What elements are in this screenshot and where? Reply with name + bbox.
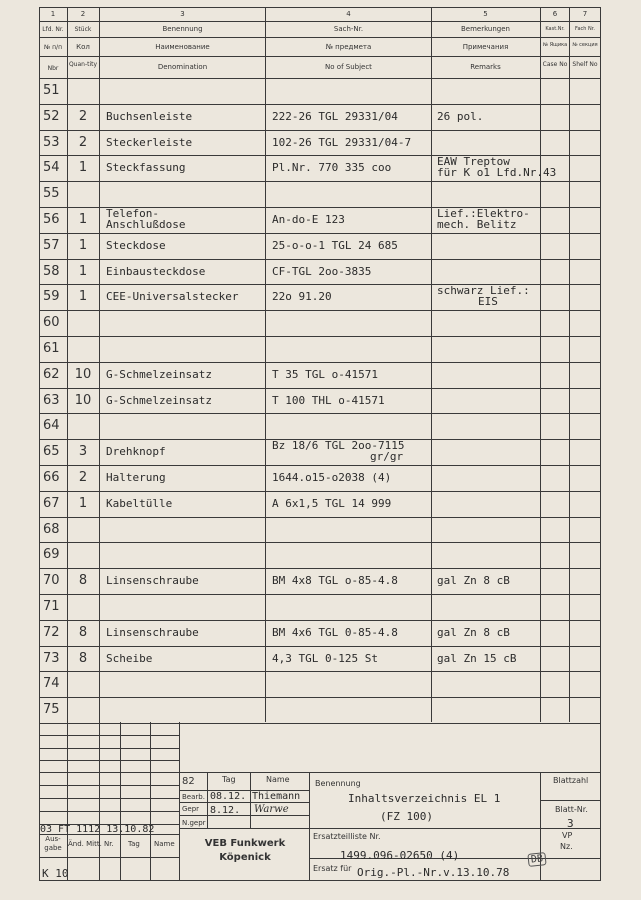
hdr-en-quantity: Quan-tity: [68, 61, 98, 68]
row-subject-number: Bz 18/6 TGL 2oo-7115: [272, 439, 405, 453]
hdr-en-shelf: Shelf No: [572, 61, 598, 68]
row-number: 64: [43, 418, 60, 434]
row-number: 73: [43, 650, 60, 666]
row-number: 59: [43, 289, 60, 305]
grid-line: [39, 104, 601, 105]
row-denomination: Steckdose: [106, 238, 166, 252]
row-number: 75: [43, 702, 60, 718]
hdr-en-case: Case No: [542, 61, 568, 68]
footer-benennung-value: Inhaltsverzeichnis EL 1: [348, 792, 501, 805]
row-denomination: G-Schmelzeinsatz: [106, 393, 212, 407]
row-quantity: 2: [78, 108, 88, 124]
grid-line: [39, 798, 179, 799]
hdr-en-subject: No of Subject: [325, 63, 372, 71]
grid-line: [309, 772, 310, 880]
row-quantity: 1: [78, 237, 88, 253]
row-quantity: 1: [78, 212, 88, 227]
grid-line: [431, 7, 432, 722]
footer-gepr-signature: Warwe: [254, 804, 289, 815]
grid-line: [39, 811, 179, 812]
grid-line: [569, 7, 570, 722]
row-quantity: 3: [78, 444, 88, 460]
hdr-ru-naimenovanie: Наименование: [155, 43, 210, 51]
grid-line: [39, 37, 601, 38]
footer-ausgabe-label: Aus-gabe: [44, 835, 62, 852]
row-subject-number: BM 4x8 TGL o-85-4.8: [272, 574, 398, 588]
row-number: 51: [43, 83, 60, 98]
grid-line: [39, 310, 601, 311]
footer-aend-label: Änd. Mitt. Nr.: [68, 840, 114, 848]
footer-benennung-label: Benennung: [315, 779, 361, 788]
grid-line: [179, 815, 309, 816]
grid-line: [39, 7, 601, 8]
grid-line: [207, 772, 208, 828]
row-number: 52: [43, 108, 60, 124]
grid-line: [39, 594, 601, 595]
row-subject-number: 1644.o15-o2038 (4): [272, 471, 392, 484]
row-remarks: EAW Treptow: [437, 155, 510, 169]
grid-line: [39, 646, 601, 647]
grid-line: [39, 233, 601, 234]
row-subject-number: An-do-E 123: [272, 213, 345, 226]
row-number: 65: [43, 444, 60, 460]
grid-line: [39, 413, 601, 414]
footer-ngepr-label: N.gepr: [182, 819, 206, 827]
company-name-2: Köpenick: [219, 852, 271, 863]
footer-ersatz-value: Orig.-Pl.-Nr.v.13.10.78: [357, 866, 510, 879]
footer-benennung-value2: (FZ 100): [380, 810, 433, 823]
grid-line: [39, 21, 601, 22]
row-subject-number: 22o 91.20: [272, 290, 332, 304]
hdr-lfd-nr: Lfd. Nr.: [42, 26, 64, 33]
grid-line: [39, 78, 601, 79]
row-number: 55: [43, 186, 60, 202]
row-quantity: 2: [78, 470, 88, 485]
footer-bearb-tag: 08.12.: [210, 791, 247, 802]
row-number: 68: [43, 521, 60, 537]
row-number: 72: [43, 624, 60, 640]
row-subject-number: BM 4x6 TGL 0-85-4.8: [272, 625, 398, 639]
row-denomination: G-Schmelzeinsatz: [106, 367, 212, 381]
row-remarks: gal Zn 8 cB: [437, 625, 510, 639]
hdr-ru-nr: № п/п: [43, 44, 62, 51]
col-number-5: 5: [483, 10, 488, 18]
hdr-fach-nr: Fach Nr.: [575, 26, 595, 32]
row-denomination: Telefon-: [106, 207, 159, 220]
row-subject-number: 25-o-o-1 TGL 24 685: [272, 238, 398, 252]
hdr-sach-nr: Sach-Nr.: [333, 25, 364, 33]
row-number: 66: [43, 470, 60, 485]
grid-line: [39, 517, 601, 518]
row-subject-number: T 100 THL o-41571: [272, 393, 385, 407]
row-number: 71: [43, 599, 60, 614]
row-subject-number: T 35 TGL o-41571: [272, 367, 378, 381]
hdr-ru-predmet: № предмета: [325, 43, 372, 51]
row-number: 67: [43, 495, 60, 511]
grid-line: [39, 880, 601, 881]
grid-line: [67, 722, 68, 880]
row-denomination: Einbausteckdose: [106, 264, 206, 278]
footer-blattzahl-label: Blattzahl: [553, 776, 589, 785]
row-remarks: gal Zn 8 cB: [437, 574, 510, 588]
row-subject-number: Pl.Nr. 770 335 coo: [272, 161, 392, 175]
grid-line: [39, 697, 601, 698]
grid-line: [39, 56, 601, 57]
footer-blattnr-value: 3: [567, 817, 574, 830]
row-number: 60: [43, 315, 60, 331]
footer-vp-label: VP: [562, 831, 573, 840]
grid-line: [39, 760, 179, 761]
row-subject-number-line2: gr/gr: [370, 450, 404, 464]
row-remarks-line2: EIS: [478, 295, 498, 309]
row-remarks: 26 pol.: [437, 109, 484, 123]
footer-gepr-tag: 8.12.: [210, 805, 241, 816]
row-remarks: Lief.:Elektro-: [437, 207, 530, 220]
grid-line: [179, 828, 601, 829]
grid-line: [39, 772, 179, 773]
row-denomination-line2: Anschlußdose: [106, 218, 186, 231]
row-denomination: Halterung: [106, 471, 166, 484]
footer-k-value: K 10: [42, 867, 69, 880]
row-remarks-line2: mech. Belitz: [437, 218, 517, 231]
grid-line: [540, 800, 601, 801]
grid-line: [39, 748, 179, 749]
footer-bearb-label: Bearb.: [182, 793, 205, 801]
hdr-bemerkungen: Bemerkungen: [460, 25, 510, 33]
hdr-ru-kol: Кол: [76, 43, 90, 51]
grid-line: [179, 772, 601, 773]
row-quantity: 8: [78, 573, 88, 589]
col-number-7: 7: [582, 10, 588, 18]
row-denomination: CEE-Universalstecker: [106, 290, 239, 304]
grid-line: [39, 362, 601, 363]
grid-line: [99, 7, 100, 722]
row-remarks: gal Zn 15 cB: [437, 651, 517, 665]
grid-line: [39, 542, 601, 543]
col-number-3: 3: [180, 10, 185, 18]
row-subject-number: CF-TGL 2oo-3835: [272, 264, 372, 278]
row-denomination: Kabeltülle: [106, 496, 173, 510]
grid-line: [150, 722, 151, 880]
grid-line: [39, 491, 601, 492]
footer-nz-label: Nz.: [560, 842, 573, 851]
row-remarks: schwarz Lief.:: [437, 284, 530, 298]
grid-line: [39, 735, 179, 736]
grid-line: [120, 722, 121, 880]
footer-bearb-name: Thiemann: [252, 791, 301, 802]
row-denomination: Steckfassung: [106, 161, 186, 175]
footer-name-label: Name: [266, 775, 290, 784]
grid-line: [39, 388, 601, 389]
grid-line: [600, 722, 601, 880]
grid-line: [600, 7, 601, 722]
row-denomination: Scheibe: [106, 651, 153, 665]
col-number-6: 6: [552, 10, 558, 18]
hdr-kast-nr: Kast.Nr.: [545, 26, 565, 32]
grid-line: [99, 722, 100, 880]
row-number: 56: [43, 212, 60, 227]
row-number: 69: [43, 547, 60, 563]
row-number: 63: [43, 392, 60, 408]
grid-line: [39, 130, 601, 131]
col-number-4: 4: [346, 10, 351, 18]
footer-stamp: DB: [527, 852, 546, 867]
footer-ersatzteil-label: Ersatzteilliste Nr.: [313, 832, 381, 841]
row-denomination: Steckerleiste: [106, 135, 193, 149]
row-quantity: 8: [78, 650, 88, 666]
row-denomination: Drehknopf: [106, 445, 166, 459]
grid-line: [39, 7, 40, 722]
grid-line: [540, 7, 541, 722]
row-denomination: Linsenschraube: [106, 625, 199, 639]
hdr-en-nbr: Nbr: [47, 65, 59, 72]
grid-line: [39, 336, 601, 337]
grid-line: [39, 465, 601, 466]
grid-line: [39, 723, 601, 724]
grid-line: [39, 181, 601, 182]
grid-line: [265, 7, 266, 722]
grid-line: [250, 772, 251, 828]
row-subject-number: 222-26 TGL 29331/04: [272, 109, 398, 123]
row-number: 54: [43, 160, 60, 176]
row-quantity: 1: [78, 160, 88, 176]
row-denomination: Buchsenleiste: [106, 109, 193, 123]
footer-gepr-label: Gepr: [182, 805, 200, 813]
grid-line: [39, 620, 601, 621]
grid-line: [39, 568, 601, 569]
hdr-en-remarks: Remarks: [470, 63, 501, 71]
row-subject-number: 102-26 TGL 29331/04-7: [272, 135, 412, 149]
row-quantity: 1: [78, 495, 88, 511]
grid-line: [39, 155, 601, 156]
row-quantity: 1: [78, 289, 88, 305]
footer-name2-label: Name: [154, 840, 175, 848]
row-quantity: 10: [74, 392, 92, 408]
hdr-stueck: Stück: [74, 26, 92, 33]
row-number: 74: [43, 676, 60, 692]
footer-ersatz-label: Ersatz für: [313, 864, 352, 873]
grid-line: [39, 671, 601, 672]
hdr-ru-yashchik: № Ящика: [542, 42, 568, 48]
row-denomination: Linsenschraube: [106, 574, 199, 588]
footer-tag2-label: Tag: [128, 840, 140, 848]
hdr-ru-primechaniya: Примечания: [462, 43, 509, 51]
row-quantity: 10: [74, 366, 92, 382]
row-number: 53: [43, 134, 60, 150]
grid-line: [39, 722, 40, 880]
row-remarks-line2: für K o1 Lfd.Nr.43: [437, 166, 557, 180]
footer-ersatzteil-value: 1499.096-02650 (4): [340, 849, 460, 862]
row-number: 57: [43, 237, 60, 253]
footer-blattnr-label: Blatt-Nr.: [555, 805, 588, 814]
hdr-benennung: Benennung: [162, 25, 203, 33]
grid-line: [39, 785, 179, 786]
row-number: 58: [43, 263, 60, 279]
col-number-1: 1: [50, 10, 56, 18]
row-number: 70: [43, 573, 60, 589]
footer-change-line: 03 FT 1112 13.10.82: [40, 824, 155, 835]
row-quantity: 2: [78, 134, 88, 150]
row-quantity: 1: [78, 263, 88, 279]
footer-tag-label: Tag: [222, 775, 236, 784]
row-subject-number: A 6x1,5 TGL 14 999: [272, 496, 392, 510]
row-quantity: 8: [78, 624, 88, 640]
company-name-1: VEB Funkwerk: [204, 838, 286, 849]
col-number-2: 2: [80, 10, 86, 18]
hdr-ru-sekciya: № секция: [572, 42, 598, 48]
row-subject-number: 4,3 TGL 0-125 St: [272, 651, 378, 665]
footer-year: 82: [182, 776, 195, 787]
grid-line: [39, 259, 601, 260]
row-number: 61: [43, 341, 60, 356]
row-number: 62: [43, 366, 60, 382]
grid-line: [39, 857, 179, 858]
hdr-en-denomination: Denomination: [157, 63, 208, 71]
